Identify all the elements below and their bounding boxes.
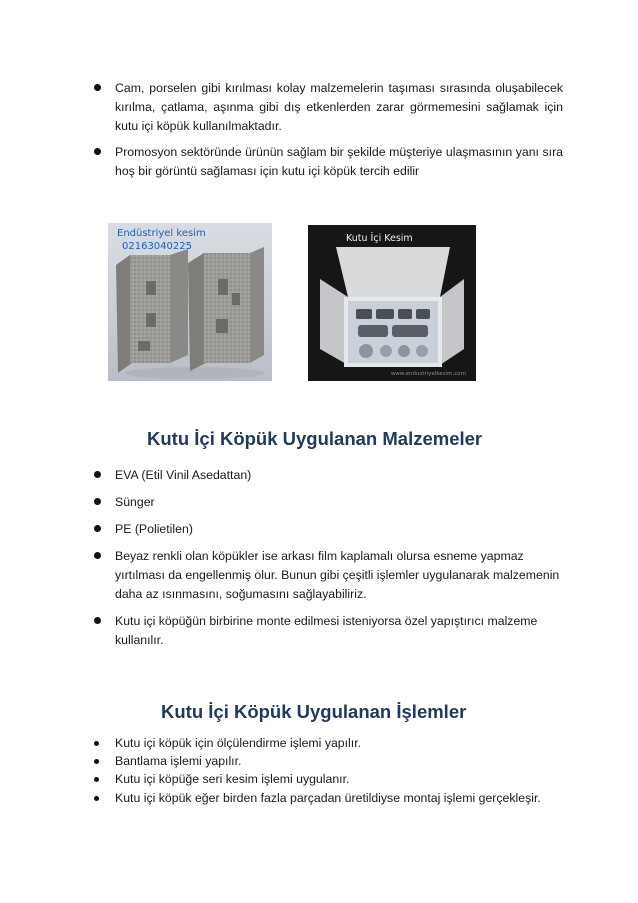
photo-caption: Kutu İçi Kesim <box>346 233 413 244</box>
list-item-text: Beyaz renkli olan köpükler ise arkası film kaplamalı olursa esneme yapmaz yırtılması da engellenmiş olur. Bunun gibi çeşitli işlemler uygulanarak malzemenin daha az ısınmasını, soğumasını sağlayabiliriz. <box>115 549 560 601</box>
list-item <box>94 752 564 770</box>
list-item-text: Promosyon sektöründe ürünün sağlam bir şekilde müşteriye ulaşmasının yanı sıra hoş bir görüntü sağlaması için kutu içi köpük tercih edilir <box>115 145 563 178</box>
bullet-icon <box>94 552 101 559</box>
photo-watermark: www.endustriyelkesim.com <box>390 371 466 377</box>
list-item <box>94 466 564 485</box>
list-item-text: Sünger <box>115 495 155 509</box>
section-heading-processes: Kutu İçi Köpük Uygulanan İşlemler <box>161 701 467 722</box>
bullet-icon <box>94 617 101 624</box>
list-item <box>94 143 563 181</box>
list-item <box>94 493 564 512</box>
bullet-icon <box>94 759 99 764</box>
list-item <box>94 520 564 539</box>
list-item-text: EVA (Etil Vinil Asedattan) <box>115 468 252 482</box>
box-insert-image <box>308 225 476 381</box>
bullet-icon <box>94 796 99 801</box>
photo-caption-phone: 02163040225 <box>122 241 192 252</box>
list-item <box>94 79 563 136</box>
list-item <box>94 734 564 752</box>
bullet-icon <box>94 148 101 155</box>
list-item-text: Kutu içi köpüğün birbirine monte edilmesi isteniyorsa özel yapıştırıcı malzeme kullanılır. <box>115 614 538 647</box>
bullet-icon <box>94 741 99 746</box>
intro-bullet-list <box>94 79 563 188</box>
list-item-text: Cam, porselen gibi kırılması kolay malzemelerin taşıması sırasında oluşabilecek kırılma, çatlama, aşınma gibi dış etkenlerden zarar görmemesini sağlamak için kutu içi köpük kullanılmaktadır. <box>115 81 563 133</box>
bullet-icon <box>94 777 99 782</box>
list-item-text: Kutu içi köpük eğer birden fazla parçadan üretildiyse montaj işlemi gerçekleşir. <box>115 790 541 805</box>
bullet-icon <box>94 525 101 532</box>
foam-insert-photo <box>108 223 272 381</box>
image-row <box>108 223 488 385</box>
section-heading-materials: Kutu İçi Köpük Uygulanan Malzemeler <box>147 428 483 449</box>
list-item-text: PE (Polietilen) <box>115 522 193 536</box>
list-item <box>94 770 564 788</box>
list-item-text: Kutu içi köpük için ölçülendirme işlemi yapılır. <box>115 736 362 750</box>
list-item-text: Kutu içi köpüğe seri kesim işlemi uygulanır. <box>115 772 350 787</box>
list-item <box>94 547 564 604</box>
photo-caption: Endüstriyel kesim <box>117 228 206 239</box>
processes-bullet-list <box>94 734 564 807</box>
list-item <box>94 612 564 650</box>
materials-bullet-list <box>94 466 564 658</box>
list-item <box>94 789 564 807</box>
bullet-icon <box>94 498 101 505</box>
box-insert-photo <box>308 225 476 381</box>
list-item-text: Bantlama işlemi yapılır. <box>115 754 242 769</box>
bullet-icon <box>94 84 101 91</box>
bullet-icon <box>94 471 101 478</box>
